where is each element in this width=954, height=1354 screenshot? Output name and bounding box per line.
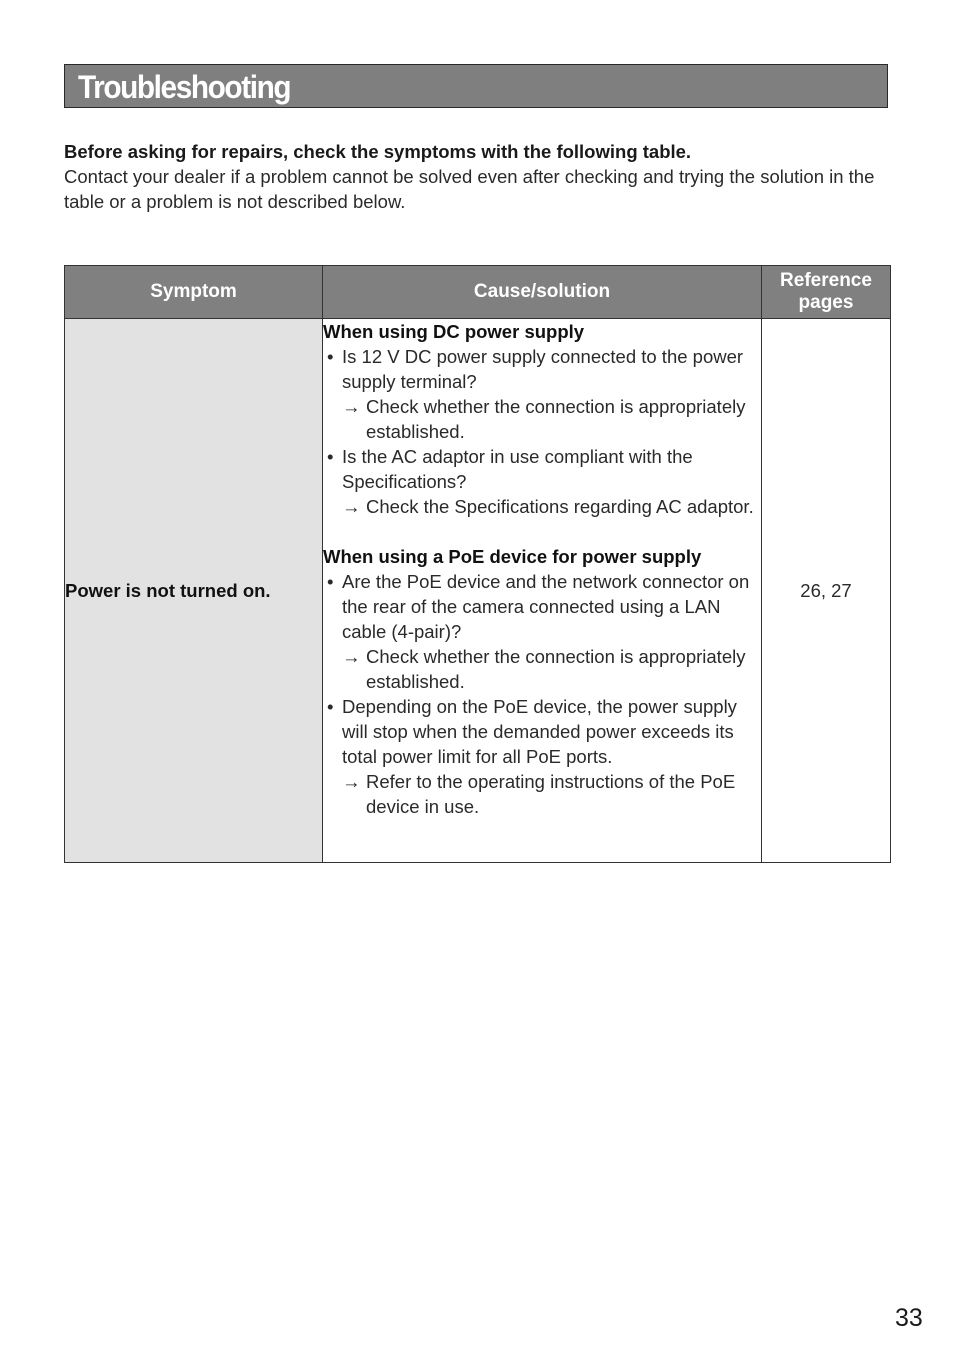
- page-title: Troubleshooting: [78, 69, 291, 105]
- cause-cell: [323, 319, 762, 863]
- table-row: [65, 319, 891, 863]
- list-item-answer: [323, 769, 761, 819]
- list-item: [323, 344, 761, 394]
- header-reference-label: Reference pages: [780, 270, 872, 313]
- header-reference: [762, 266, 891, 319]
- header-symptom: Symptom: [65, 266, 323, 319]
- item-answer: Check whether the connection is appropriately established.: [366, 646, 746, 692]
- list-item: [323, 569, 761, 644]
- page-number: 33: [895, 1304, 923, 1332]
- bullet-glyph: •: [327, 571, 334, 592]
- list-item-answer: [323, 644, 761, 694]
- bullet-glyph: •: [327, 696, 334, 717]
- list-item: [323, 694, 761, 769]
- arrow-icon: →: [342, 396, 361, 417]
- item-question: Is 12 V DC power supply connected to the power supply terminal?: [342, 346, 744, 392]
- item-answer: Check whether the connection is appropriately established.: [366, 396, 746, 442]
- header-cause: Cause/solution: [323, 266, 762, 319]
- section-title: When using a PoE device for power supply: [323, 546, 702, 567]
- arrow-icon: →: [342, 771, 361, 792]
- list-item-answer: [323, 394, 761, 444]
- symptom-cell: Power is not turned on.: [65, 319, 323, 863]
- item-question: Are the PoE device and the network connector on the rear of the camera connected using a LAN cable (4-pair)?: [342, 571, 750, 642]
- reference-pages-cell: 26, 27: [762, 319, 891, 863]
- table-header-row: [65, 266, 891, 319]
- item-answer: Check the Specifications regarding AC adaptor.: [366, 496, 754, 517]
- arrow-icon: →: [342, 646, 361, 667]
- bullet-glyph: •: [327, 446, 334, 467]
- item-question: Depending on the PoE device, the power supply will stop when the demanded power exceeds its total power limit for all PoE ports.: [342, 696, 737, 767]
- intro-heading: Before asking for repairs, check the symptoms with the following table.: [64, 141, 692, 162]
- section-spacer: [323, 519, 761, 544]
- section-title: When using DC power supply: [323, 321, 585, 342]
- arrow-icon: →: [342, 496, 361, 517]
- item-answer: Refer to the operating instructions of the PoE device in use.: [366, 771, 736, 817]
- title-bar: [64, 64, 888, 108]
- intro-text: Contact your dealer if a problem cannot be solved even after checking and trying the solution in the table or a problem is not described below.: [64, 166, 875, 212]
- item-question: Is the AC adaptor in use compliant with the Specifications?: [342, 446, 693, 492]
- troubleshooting-table: [64, 265, 891, 863]
- list-item-answer: [323, 494, 761, 519]
- bullet-glyph: •: [327, 346, 334, 367]
- list-item: [323, 444, 761, 494]
